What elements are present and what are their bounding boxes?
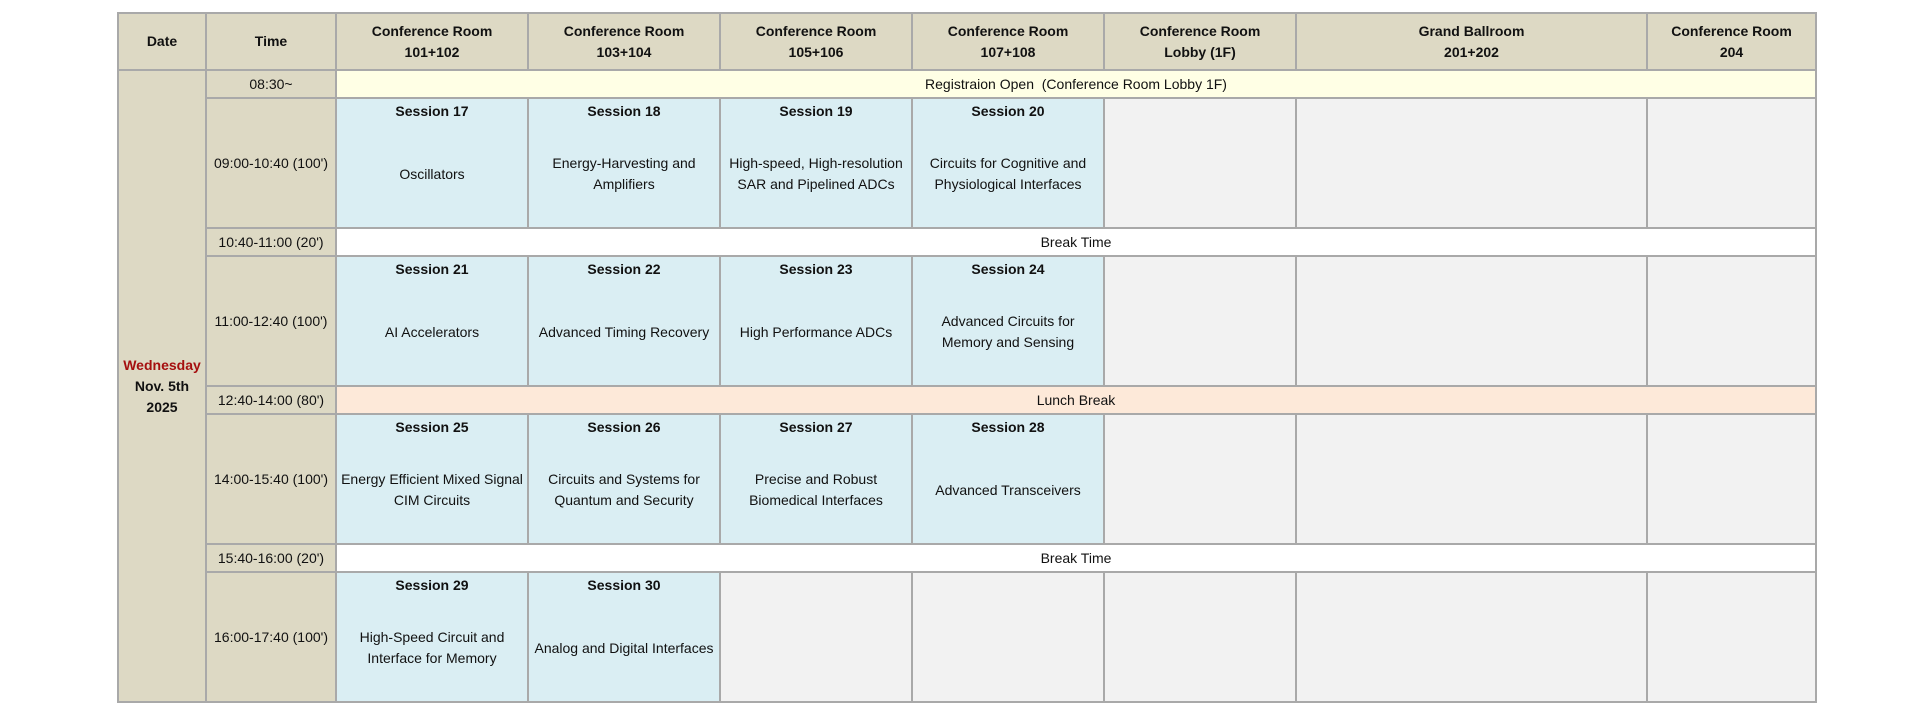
room-name: Conference Room <box>563 22 685 39</box>
empty-cell <box>1296 98 1647 228</box>
room-name: Conference Room <box>947 22 1069 39</box>
room-name: Conference Room <box>1671 22 1792 39</box>
session-number: Session 23 <box>779 261 853 277</box>
time-cell: 16:00-17:40 (100') <box>206 572 336 702</box>
session-number: Session 22 <box>587 261 661 277</box>
schedule-row <box>118 98 1816 228</box>
time-cell: 12:40-14:00 (80') <box>206 386 336 414</box>
time-cell: 08:30~ <box>206 70 336 98</box>
room-header <box>336 13 528 70</box>
session-cell <box>912 256 1104 386</box>
schedule-row <box>118 228 1816 256</box>
session-title: Analog and Digital Interfaces <box>534 639 714 656</box>
room-header <box>1647 13 1816 70</box>
schedule-row <box>118 70 1816 98</box>
empty-cell <box>1647 572 1816 702</box>
session-title: Circuits and Systems for Quantum and Security <box>548 471 700 508</box>
session-number: Session 28 <box>971 419 1045 435</box>
room-number: 103+104 <box>596 43 652 60</box>
date-cell <box>118 70 206 702</box>
session-cell <box>912 98 1104 228</box>
time-cell: 10:40-11:00 (20') <box>206 228 336 256</box>
session-number: Session 18 <box>587 103 661 119</box>
room-header <box>528 13 720 70</box>
session-title: High-speed, High-resolution SAR and Pipelined ADCs <box>729 155 903 192</box>
room-number: Lobby (1F) <box>1164 43 1236 60</box>
break-cell: Break Time <box>336 544 1816 572</box>
year-text: 2025 <box>146 398 178 415</box>
session-cell <box>528 414 720 544</box>
session-title: Energy Efficient Mixed Signal CIM Circuits <box>341 471 523 508</box>
session-title: AI Accelerators <box>384 323 480 340</box>
empty-cell <box>1104 572 1296 702</box>
room-number: 107+108 <box>980 43 1036 60</box>
empty-cell <box>1104 98 1296 228</box>
room-number: 101+102 <box>404 43 460 60</box>
empty-cell <box>1296 256 1647 386</box>
schedule-table <box>117 12 1817 703</box>
session-cell <box>720 98 912 228</box>
session-number: Session 21 <box>395 261 469 277</box>
session-number: Session 19 <box>779 103 853 119</box>
session-number: Session 29 <box>395 577 469 593</box>
session-title: Precise and Robust Biomedical Interfaces <box>749 471 883 508</box>
schedule-row <box>118 572 1816 702</box>
schedule-row <box>118 256 1816 386</box>
session-title: Circuits for Cognitive and Physiological Interfaces <box>929 155 1087 192</box>
session-cell <box>720 414 912 544</box>
session-cell <box>720 256 912 386</box>
weekday: Wednesday <box>123 356 201 373</box>
room-name: Conference Room <box>371 22 493 39</box>
empty-cell <box>1104 256 1296 386</box>
room-number: 105+106 <box>788 43 844 60</box>
date-header: Date <box>118 13 206 70</box>
session-number: Session 30 <box>587 577 661 593</box>
schedule-row <box>118 544 1816 572</box>
break-cell: Break Time <box>336 228 1816 256</box>
empty-cell <box>1104 414 1296 544</box>
session-number: Session 17 <box>395 103 469 119</box>
session-title: High-Speed Circuit and Interface for Memory <box>359 629 505 666</box>
session-title: Advanced Circuits for Memory and Sensing <box>941 313 1075 350</box>
session-cell <box>912 414 1104 544</box>
empty-cell <box>1296 572 1647 702</box>
schedule-row <box>118 414 1816 544</box>
session-title: Advanced Timing Recovery <box>538 323 710 340</box>
room-name: Conference Room <box>1139 22 1261 39</box>
session-number: Session 24 <box>971 261 1045 277</box>
time-cell: 11:00-12:40 (100') <box>206 256 336 386</box>
session-title: Oscillators <box>399 165 465 182</box>
session-number: Session 26 <box>587 419 661 435</box>
room-name: Conference Room <box>755 22 877 39</box>
header-row <box>118 13 1816 70</box>
session-cell <box>336 98 528 228</box>
session-title: High Performance ADCs <box>739 323 893 340</box>
session-cell <box>528 98 720 228</box>
session-number: Session 20 <box>971 103 1045 119</box>
session-cell <box>336 256 528 386</box>
lunch-cell: Lunch Break <box>336 386 1816 414</box>
room-number: 204 <box>1719 43 1744 60</box>
time-cell: 15:40-16:00 (20') <box>206 544 336 572</box>
registration-cell: Registraion Open (Conference Room Lobby 1F) <box>336 70 1816 98</box>
time-cell: 09:00-10:40 (100') <box>206 98 336 228</box>
time-header: Time <box>206 13 336 70</box>
session-title: Energy-Harvesting and Amplifiers <box>552 155 696 192</box>
session-cell <box>528 572 720 702</box>
schedule-row <box>118 386 1816 414</box>
room-name: Grand Ballroom <box>1418 22 1525 39</box>
room-header <box>1296 13 1647 70</box>
empty-cell <box>1647 414 1816 544</box>
room-header <box>1104 13 1296 70</box>
empty-cell <box>1647 256 1816 386</box>
session-cell <box>336 414 528 544</box>
session-number: Session 25 <box>395 419 469 435</box>
room-header <box>720 13 912 70</box>
session-title: Advanced Transceivers <box>935 481 1081 498</box>
session-number: Session 27 <box>779 419 853 435</box>
session-cell <box>336 572 528 702</box>
date-text: Nov. 5th <box>134 377 190 394</box>
room-header <box>912 13 1104 70</box>
time-cell: 14:00-15:40 (100') <box>206 414 336 544</box>
empty-cell <box>1296 414 1647 544</box>
room-number: 201+202 <box>1444 43 1499 60</box>
empty-cell <box>912 572 1104 702</box>
empty-cell <box>720 572 912 702</box>
empty-cell <box>1647 98 1816 228</box>
session-cell <box>528 256 720 386</box>
